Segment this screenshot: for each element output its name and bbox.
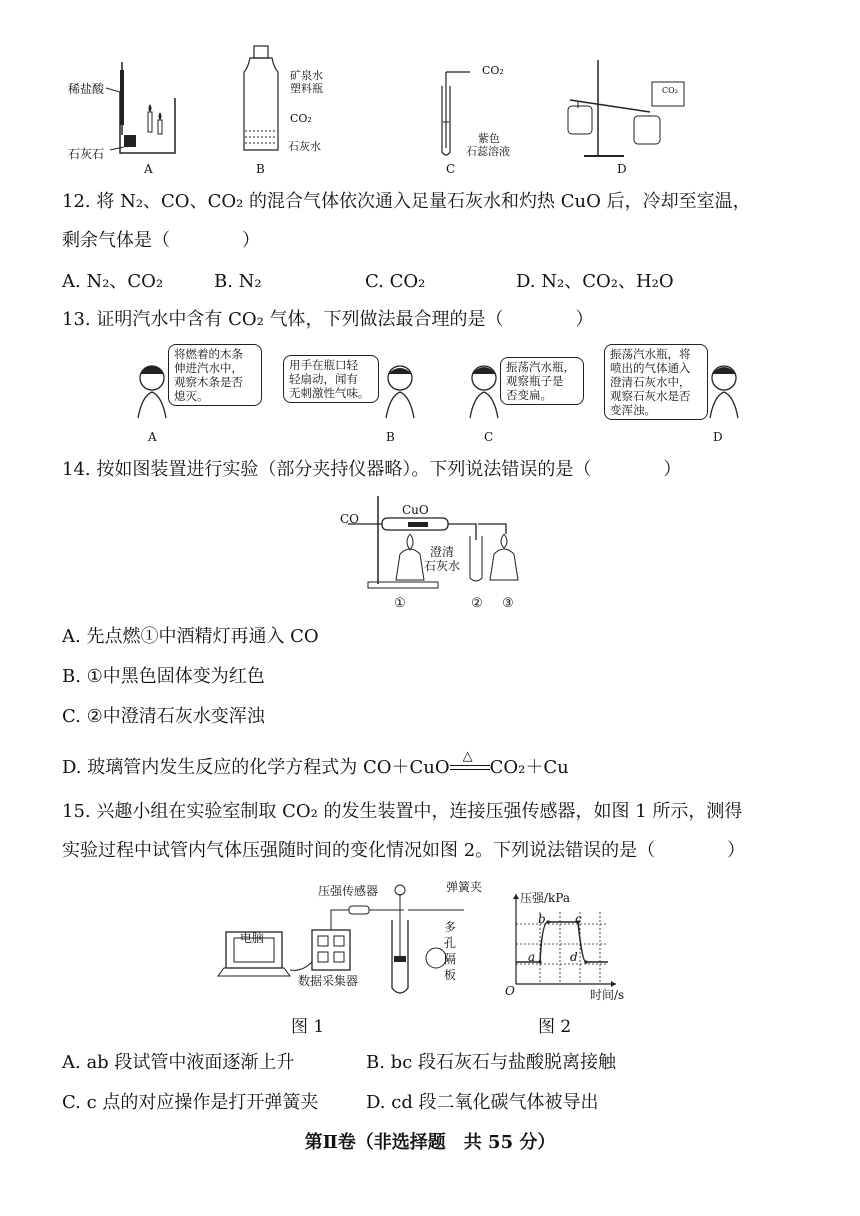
tag-13a: A	[148, 430, 157, 444]
speech-bubble-a: 将燃着的木条 伸进汽水中， 观察木条是否 熄灭。	[168, 344, 262, 406]
speech-bubble-d: 振荡汽水瓶，将 喷出的气体通入 澄清石灰水中， 观察石灰水是否 变浑浊。	[604, 344, 708, 420]
q12-stem-line1: 12. 将 N₂、CO、CO₂ 的混合气体依次通入足量石灰水和灼热 CuO 后，冷却至室温，	[62, 191, 751, 212]
q14-option-d-pre: D. 玻璃管内发生反应的化学方程式为 CO＋CuO	[62, 757, 450, 778]
q12-option-d[interactable]: D. N₂、CO₂、H₂O	[516, 271, 674, 292]
label-dilute-hcl: 稀盐酸	[68, 82, 105, 96]
label-plastic-bottle: 塑料瓶	[290, 82, 323, 95]
label-cuo: CuO	[402, 503, 429, 517]
q14-option-b[interactable]: B. ①中黑色固体变为红色	[62, 666, 265, 687]
arrow-line-top	[450, 765, 490, 766]
point-b-label: b	[538, 912, 546, 926]
tag-13d: D	[713, 430, 723, 444]
point-a-label: a	[528, 950, 536, 964]
label-co2-c: CO₂	[482, 64, 504, 77]
q15-option-a[interactable]: A. ab 段试管中液面逐渐上升	[62, 1052, 295, 1073]
label-spring-clip: 弹簧夹	[446, 880, 483, 894]
label-porous-2: 孔	[444, 936, 457, 950]
label-limewater-b: 石灰水	[288, 140, 321, 153]
speech-bubble-c: 振荡汽水瓶， 观察瓶子是 否变扁。	[500, 357, 584, 405]
label-porous-1: 多	[444, 920, 457, 934]
label-n3: ③	[502, 596, 514, 611]
q15-option-b[interactable]: B. bc 段石灰石与盐酸脱离接触	[366, 1052, 616, 1073]
label-co2-d: CO₂	[662, 86, 678, 95]
axis-label-pressure: 压强/kPa	[520, 891, 571, 905]
person-b-icon	[376, 356, 426, 426]
q14-option-a[interactable]: A. 先点燃①中酒精灯再通入 CO	[62, 626, 319, 647]
origin-label: O	[505, 984, 515, 998]
point-c-label: c	[575, 912, 582, 926]
tag-b: B	[256, 162, 265, 176]
q14-option-d[interactable]	[62, 749, 569, 780]
pressure-time-graph	[512, 892, 622, 992]
q13-stem: 13. 证明汽水中含有 CO₂ 气体，下列做法最合理的是（ ）	[62, 309, 594, 330]
q14-option-d-post: CO₂＋Cu	[489, 757, 569, 778]
q14-stem: 14. 按如图装置进行实验（部分夹持仪器略）。下列说法错误的是（ ）	[62, 459, 682, 480]
label-porous-4: 板	[444, 968, 457, 982]
speech-bubble-b: 用手在瓶口轻 轻扇动，闻有 无刺激性气味。	[283, 355, 379, 403]
apparatus-d-balance	[560, 52, 690, 162]
q15-option-d[interactable]: D. cd 段二氧化碳气体被导出	[366, 1092, 599, 1113]
label-porous-3: 隔	[444, 952, 457, 966]
axis-label-time: 时间/s	[590, 988, 625, 1002]
q15-option-c[interactable]: C. c 点的对应操作是打开弹簧夹	[62, 1092, 319, 1113]
tag-13c: C	[484, 430, 494, 444]
label-n1: ①	[394, 596, 406, 611]
q12-stem-line2: 剩余气体是（ ）	[62, 230, 260, 251]
label-mineral-water: 矿泉水	[290, 69, 323, 82]
tag-a: A	[144, 162, 153, 176]
figure-2-caption: 图 2	[538, 1017, 572, 1037]
co-reduction-apparatus	[338, 492, 538, 592]
q15-stem-line1: 15. 兴趣小组在实验室制取 CO₂ 的发生装置中，连接压强传感器，如图 1 所示，测得	[62, 801, 743, 822]
label-limewater: 石灰水	[424, 559, 461, 573]
label-n2: ②	[471, 596, 483, 611]
tag-d: D	[617, 162, 627, 176]
label-co2-b: CO₂	[290, 112, 312, 125]
tag-13b: B	[386, 430, 395, 444]
label-computer: 电脑	[240, 931, 265, 945]
label-limestone: 石灰石	[68, 147, 105, 161]
q12-option-c[interactable]: C. CO₂	[365, 271, 426, 292]
arrow-line-bottom	[450, 769, 490, 770]
q14-option-c[interactable]: C. ②中澄清石灰水变浑浊	[62, 706, 265, 727]
figure-1-caption: 图 1	[291, 1017, 325, 1037]
label-clear: 澄清	[430, 545, 455, 559]
point-d-label: d	[570, 950, 578, 964]
q12-option-a[interactable]: A. N₂、CO₂	[62, 271, 164, 292]
reaction-arrow	[450, 749, 490, 775]
label-data-collector: 数据采集器	[298, 974, 359, 988]
label-purple: 紫色	[478, 132, 500, 145]
tag-c: C	[446, 162, 456, 176]
label-litmus: 石蕊溶液	[466, 145, 510, 158]
q12-option-b[interactable]: B. N₂	[214, 271, 262, 292]
label-co: CO	[340, 512, 360, 526]
q15-stem-line2: 实验过程中试管内气体压强随时间的变化情况如图 2。下列说法错误的是（ ）	[62, 840, 746, 861]
section-title: 第Ⅱ卷（非选择题 共 55 分）	[304, 1132, 556, 1153]
heat-symbol: △	[462, 749, 473, 764]
label-pressure-sensor: 压强传感器	[318, 884, 379, 898]
